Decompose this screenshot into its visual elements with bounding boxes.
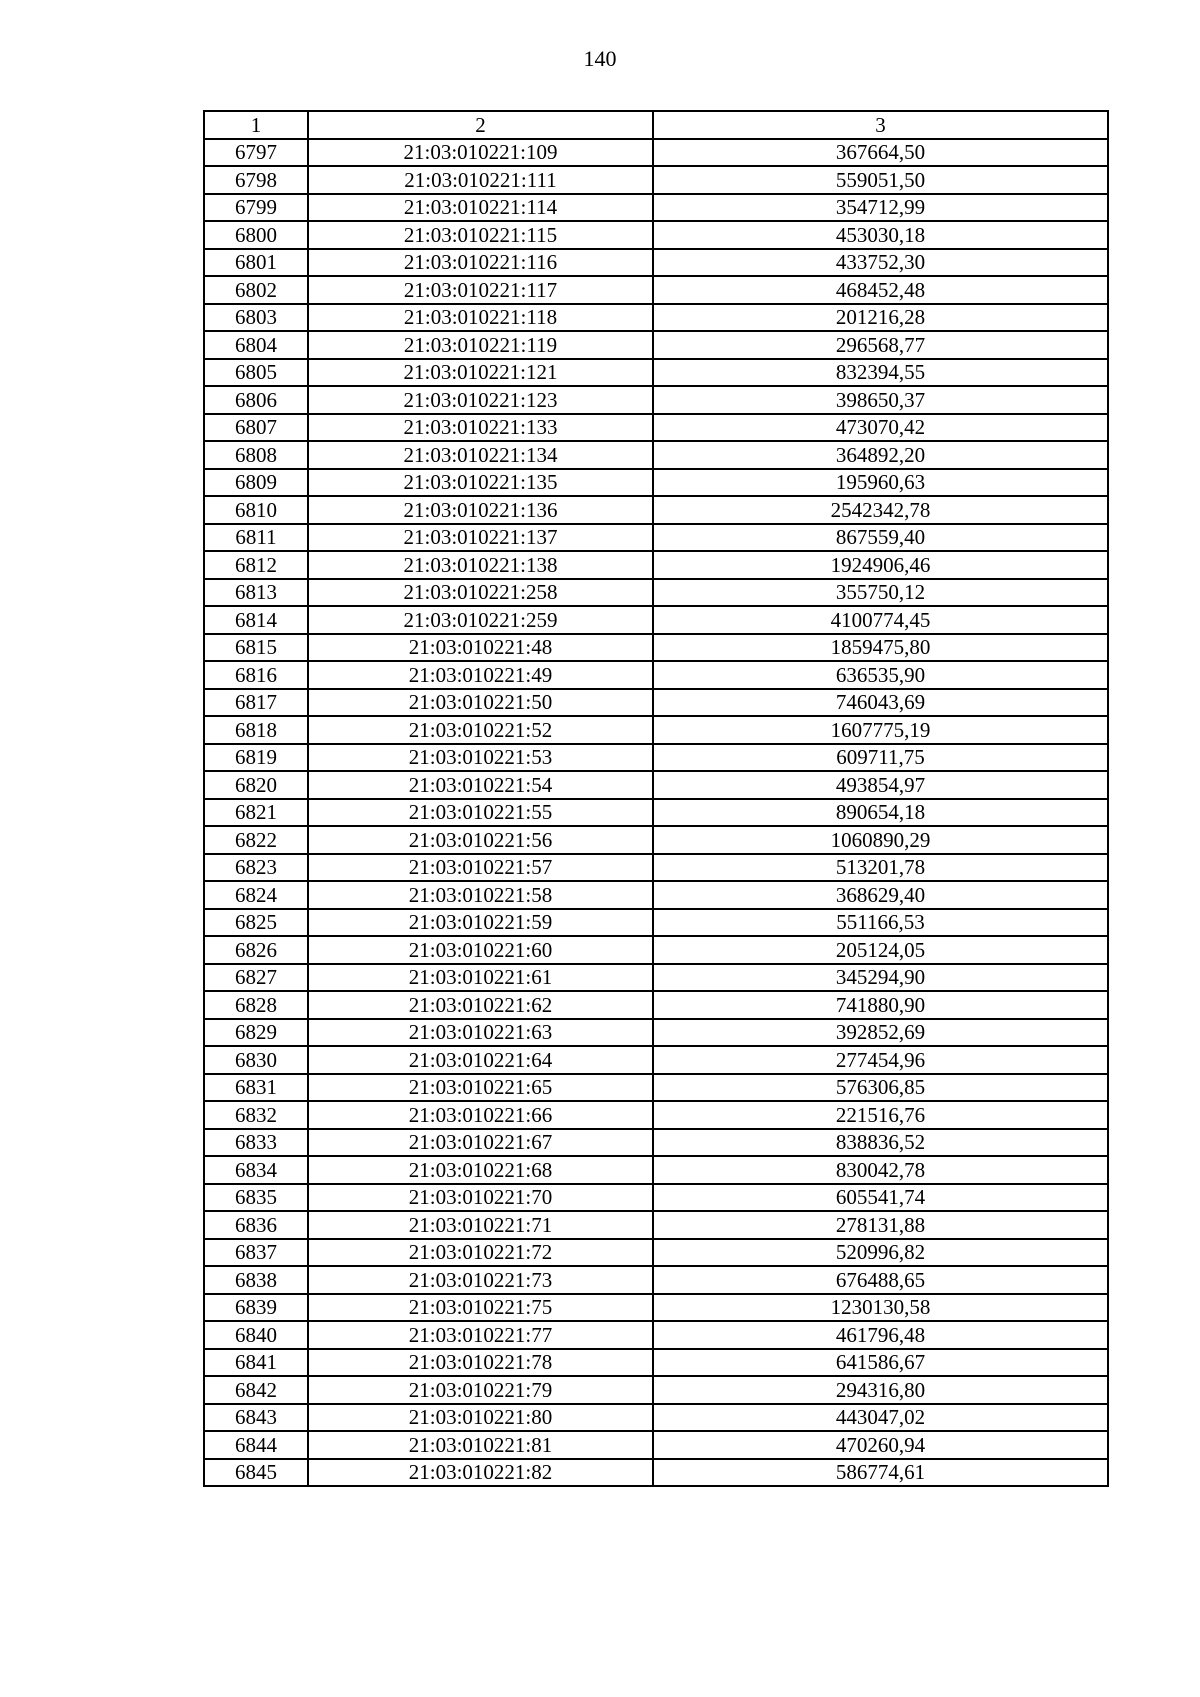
cadastral-number-cell: 21:03:010221:82 bbox=[308, 1459, 653, 1487]
cadastral-value-cell: 832394,55 bbox=[653, 359, 1108, 387]
table-row bbox=[204, 359, 1108, 387]
table-row bbox=[204, 1459, 1108, 1487]
cadastral-number-cell: 21:03:010221:71 bbox=[308, 1211, 653, 1239]
cadastral-number-cell: 21:03:010221:53 bbox=[308, 744, 653, 772]
row-number-cell: 6826 bbox=[204, 936, 308, 964]
row-number-cell: 6801 bbox=[204, 249, 308, 277]
row-number-cell: 6819 bbox=[204, 744, 308, 772]
table-row bbox=[204, 579, 1108, 607]
table-row bbox=[204, 854, 1108, 882]
row-number-cell: 6814 bbox=[204, 606, 308, 634]
cadastral-value-cell: 453030,18 bbox=[653, 221, 1108, 249]
cadastral-number-cell: 21:03:010221:52 bbox=[308, 716, 653, 744]
cadastral-value-cell: 4100774,45 bbox=[653, 606, 1108, 634]
cadastral-value-cell: 468452,48 bbox=[653, 276, 1108, 304]
cadastral-number-cell: 21:03:010221:119 bbox=[308, 331, 653, 359]
cadastral-value-cell: 205124,05 bbox=[653, 936, 1108, 964]
table-row bbox=[204, 1101, 1108, 1129]
row-number-cell: 6807 bbox=[204, 414, 308, 442]
cadastral-value-cell: 392852,69 bbox=[653, 1019, 1108, 1047]
table-row bbox=[204, 1404, 1108, 1432]
table-row bbox=[204, 304, 1108, 332]
table-row bbox=[204, 1321, 1108, 1349]
cadastral-value-cell: 551166,53 bbox=[653, 909, 1108, 937]
cadastral-value-cell: 576306,85 bbox=[653, 1074, 1108, 1102]
cadastral-number-cell: 21:03:010221:79 bbox=[308, 1376, 653, 1404]
table-row bbox=[204, 606, 1108, 634]
cadastral-number-cell: 21:03:010221:135 bbox=[308, 469, 653, 497]
cadastral-number-cell: 21:03:010221:258 bbox=[308, 579, 653, 607]
table-row bbox=[204, 1376, 1108, 1404]
row-number-cell: 6828 bbox=[204, 991, 308, 1019]
table-row bbox=[204, 1211, 1108, 1239]
cadastral-number-cell: 21:03:010221:66 bbox=[308, 1101, 653, 1129]
cadastral-value-cell: 1859475,80 bbox=[653, 634, 1108, 662]
table-row bbox=[204, 1266, 1108, 1294]
cadastral-value-cell: 354712,99 bbox=[653, 194, 1108, 222]
cadastral-number-cell: 21:03:010221:121 bbox=[308, 359, 653, 387]
cadastral-number-cell: 21:03:010221:54 bbox=[308, 771, 653, 799]
cadastral-value-cell: 1230130,58 bbox=[653, 1294, 1108, 1322]
cadastral-value-cell: 355750,12 bbox=[653, 579, 1108, 607]
cadastral-value-cell: 221516,76 bbox=[653, 1101, 1108, 1129]
cadastral-value-cell: 1060890,29 bbox=[653, 826, 1108, 854]
table-row bbox=[204, 1184, 1108, 1212]
row-number-cell: 6799 bbox=[204, 194, 308, 222]
cadastral-value-cell: 277454,96 bbox=[653, 1046, 1108, 1074]
row-number-cell: 6809 bbox=[204, 469, 308, 497]
cadastral-number-cell: 21:03:010221:68 bbox=[308, 1156, 653, 1184]
row-number-cell: 6843 bbox=[204, 1404, 308, 1432]
cadastral-value-cell: 364892,20 bbox=[653, 441, 1108, 469]
table-row bbox=[204, 139, 1108, 167]
row-number-cell: 6798 bbox=[204, 166, 308, 194]
cadastral-value-cell: 294316,80 bbox=[653, 1376, 1108, 1404]
table-row bbox=[204, 441, 1108, 469]
cadastral-value-cell: 838836,52 bbox=[653, 1129, 1108, 1157]
cadastral-value-cell: 676488,65 bbox=[653, 1266, 1108, 1294]
cadastral-number-cell: 21:03:010221:65 bbox=[308, 1074, 653, 1102]
table-row bbox=[204, 799, 1108, 827]
table-row bbox=[204, 386, 1108, 414]
table-row bbox=[204, 936, 1108, 964]
row-number-cell: 6836 bbox=[204, 1211, 308, 1239]
table-row bbox=[204, 826, 1108, 854]
cadastral-value-cell: 201216,28 bbox=[653, 304, 1108, 332]
cadastral-value-cell: 1924906,46 bbox=[653, 551, 1108, 579]
table-row bbox=[204, 249, 1108, 277]
row-number-cell: 6839 bbox=[204, 1294, 308, 1322]
page-number: 140 bbox=[583, 46, 617, 71]
table-row bbox=[204, 634, 1108, 662]
cadastral-number-cell: 21:03:010221:57 bbox=[308, 854, 653, 882]
cadastral-value-cell: 830042,78 bbox=[653, 1156, 1108, 1184]
cadastral-number-cell: 21:03:010221:136 bbox=[308, 496, 653, 524]
cadastral-value-cell: 367664,50 bbox=[653, 139, 1108, 167]
table-row bbox=[204, 1046, 1108, 1074]
table-row bbox=[204, 716, 1108, 744]
row-number-cell: 6827 bbox=[204, 964, 308, 992]
row-number-cell: 6811 bbox=[204, 524, 308, 552]
cadastral-value-cell: 345294,90 bbox=[653, 964, 1108, 992]
cadastral-number-cell: 21:03:010221:123 bbox=[308, 386, 653, 414]
cadastral-value-cell: 278131,88 bbox=[653, 1211, 1108, 1239]
table-row bbox=[204, 1074, 1108, 1102]
table-body bbox=[204, 139, 1108, 1487]
cadastral-value-table bbox=[203, 110, 1109, 1487]
row-number-cell: 6813 bbox=[204, 579, 308, 607]
cadastral-value-cell: 513201,78 bbox=[653, 854, 1108, 882]
row-number-cell: 6821 bbox=[204, 799, 308, 827]
table-row bbox=[204, 166, 1108, 194]
row-number-cell: 6800 bbox=[204, 221, 308, 249]
row-number-cell: 6833 bbox=[204, 1129, 308, 1157]
table-row bbox=[204, 194, 1108, 222]
table-row bbox=[204, 551, 1108, 579]
cadastral-number-cell: 21:03:010221:50 bbox=[308, 689, 653, 717]
cadastral-number-cell: 21:03:010221:60 bbox=[308, 936, 653, 964]
table-row bbox=[204, 881, 1108, 909]
cadastral-value-cell: 890654,18 bbox=[653, 799, 1108, 827]
row-number-cell: 6831 bbox=[204, 1074, 308, 1102]
row-number-cell: 6835 bbox=[204, 1184, 308, 1212]
cadastral-number-cell: 21:03:010221:59 bbox=[308, 909, 653, 937]
column-header-2: 2 bbox=[308, 111, 653, 139]
table-row bbox=[204, 991, 1108, 1019]
table-header-row bbox=[204, 111, 1108, 139]
table-row bbox=[204, 1129, 1108, 1157]
cadastral-value-cell: 641586,67 bbox=[653, 1349, 1108, 1377]
table-row bbox=[204, 1431, 1108, 1459]
row-number-cell: 6803 bbox=[204, 304, 308, 332]
cadastral-number-cell: 21:03:010221:73 bbox=[308, 1266, 653, 1294]
cadastral-number-cell: 21:03:010221:61 bbox=[308, 964, 653, 992]
cadastral-value-cell: 461796,48 bbox=[653, 1321, 1108, 1349]
row-number-cell: 6832 bbox=[204, 1101, 308, 1129]
row-number-cell: 6804 bbox=[204, 331, 308, 359]
table-row bbox=[204, 689, 1108, 717]
cadastral-number-cell: 21:03:010221:63 bbox=[308, 1019, 653, 1047]
cadastral-number-cell: 21:03:010221:75 bbox=[308, 1294, 653, 1322]
row-number-cell: 6834 bbox=[204, 1156, 308, 1184]
cadastral-value-cell: 368629,40 bbox=[653, 881, 1108, 909]
cadastral-number-cell: 21:03:010221:78 bbox=[308, 1349, 653, 1377]
cadastral-value-cell: 398650,37 bbox=[653, 386, 1108, 414]
row-number-cell: 6837 bbox=[204, 1239, 308, 1267]
table-row bbox=[204, 276, 1108, 304]
cadastral-value-cell: 586774,61 bbox=[653, 1459, 1108, 1487]
row-number-cell: 6818 bbox=[204, 716, 308, 744]
cadastral-value-cell: 470260,94 bbox=[653, 1431, 1108, 1459]
row-number-cell: 6817 bbox=[204, 689, 308, 717]
cadastral-value-cell: 433752,30 bbox=[653, 249, 1108, 277]
cadastral-number-cell: 21:03:010221:80 bbox=[308, 1404, 653, 1432]
table-row bbox=[204, 524, 1108, 552]
row-number-cell: 6830 bbox=[204, 1046, 308, 1074]
cadastral-value-cell: 559051,50 bbox=[653, 166, 1108, 194]
cadastral-number-cell: 21:03:010221:115 bbox=[308, 221, 653, 249]
cadastral-value-cell: 636535,90 bbox=[653, 661, 1108, 689]
table-row bbox=[204, 496, 1108, 524]
row-number-cell: 6806 bbox=[204, 386, 308, 414]
cadastral-number-cell: 21:03:010221:55 bbox=[308, 799, 653, 827]
table-row bbox=[204, 469, 1108, 497]
cadastral-number-cell: 21:03:010221:70 bbox=[308, 1184, 653, 1212]
cadastral-value-cell: 741880,90 bbox=[653, 991, 1108, 1019]
row-number-cell: 6845 bbox=[204, 1459, 308, 1487]
cadastral-value-cell: 605541,74 bbox=[653, 1184, 1108, 1212]
row-number-cell: 6810 bbox=[204, 496, 308, 524]
table-row bbox=[204, 771, 1108, 799]
table-row bbox=[204, 661, 1108, 689]
row-number-cell: 6815 bbox=[204, 634, 308, 662]
row-number-cell: 6824 bbox=[204, 881, 308, 909]
cadastral-value-cell: 867559,40 bbox=[653, 524, 1108, 552]
cadastral-value-cell: 1607775,19 bbox=[653, 716, 1108, 744]
cadastral-number-cell: 21:03:010221:111 bbox=[308, 166, 653, 194]
cadastral-number-cell: 21:03:010221:116 bbox=[308, 249, 653, 277]
row-number-cell: 6822 bbox=[204, 826, 308, 854]
table-row bbox=[204, 744, 1108, 772]
row-number-cell: 6820 bbox=[204, 771, 308, 799]
cadastral-value-cell: 473070,42 bbox=[653, 414, 1108, 442]
cadastral-value-cell: 2542342,78 bbox=[653, 496, 1108, 524]
cadastral-number-cell: 21:03:010221:134 bbox=[308, 441, 653, 469]
row-number-cell: 6841 bbox=[204, 1349, 308, 1377]
cadastral-number-cell: 21:03:010221:77 bbox=[308, 1321, 653, 1349]
cadastral-value-cell: 746043,69 bbox=[653, 689, 1108, 717]
row-number-cell: 6797 bbox=[204, 139, 308, 167]
cadastral-number-cell: 21:03:010221:117 bbox=[308, 276, 653, 304]
row-number-cell: 6823 bbox=[204, 854, 308, 882]
row-number-cell: 6816 bbox=[204, 661, 308, 689]
column-header-1: 1 bbox=[204, 111, 308, 139]
table-row bbox=[204, 1349, 1108, 1377]
cadastral-number-cell: 21:03:010221:259 bbox=[308, 606, 653, 634]
cadastral-number-cell: 21:03:010221:62 bbox=[308, 991, 653, 1019]
row-number-cell: 6840 bbox=[204, 1321, 308, 1349]
table-row bbox=[204, 1019, 1108, 1047]
table-row bbox=[204, 909, 1108, 937]
table-row bbox=[204, 1156, 1108, 1184]
cadastral-number-cell: 21:03:010221:64 bbox=[308, 1046, 653, 1074]
row-number-cell: 6844 bbox=[204, 1431, 308, 1459]
cadastral-value-cell: 296568,77 bbox=[653, 331, 1108, 359]
cadastral-number-cell: 21:03:010221:56 bbox=[308, 826, 653, 854]
table-row bbox=[204, 1294, 1108, 1322]
cadastral-number-cell: 21:03:010221:49 bbox=[308, 661, 653, 689]
cadastral-value-cell: 195960,63 bbox=[653, 469, 1108, 497]
row-number-cell: 6805 bbox=[204, 359, 308, 387]
cadastral-number-cell: 21:03:010221:114 bbox=[308, 194, 653, 222]
table-row bbox=[204, 414, 1108, 442]
cadastral-value-cell: 520996,82 bbox=[653, 1239, 1108, 1267]
cadastral-number-cell: 21:03:010221:67 bbox=[308, 1129, 653, 1157]
table-row bbox=[204, 1239, 1108, 1267]
cadastral-number-cell: 21:03:010221:118 bbox=[308, 304, 653, 332]
cadastral-number-cell: 21:03:010221:133 bbox=[308, 414, 653, 442]
row-number-cell: 6802 bbox=[204, 276, 308, 304]
table-row bbox=[204, 331, 1108, 359]
table-row bbox=[204, 221, 1108, 249]
cadastral-number-cell: 21:03:010221:138 bbox=[308, 551, 653, 579]
cadastral-value-cell: 443047,02 bbox=[653, 1404, 1108, 1432]
cadastral-number-cell: 21:03:010221:81 bbox=[308, 1431, 653, 1459]
column-header-3: 3 bbox=[653, 111, 1108, 139]
row-number-cell: 6842 bbox=[204, 1376, 308, 1404]
cadastral-number-cell: 21:03:010221:58 bbox=[308, 881, 653, 909]
row-number-cell: 6829 bbox=[204, 1019, 308, 1047]
cadastral-value-cell: 609711,75 bbox=[653, 744, 1108, 772]
table-row bbox=[204, 964, 1108, 992]
row-number-cell: 6812 bbox=[204, 551, 308, 579]
row-number-cell: 6808 bbox=[204, 441, 308, 469]
row-number-cell: 6838 bbox=[204, 1266, 308, 1294]
cadastral-number-cell: 21:03:010221:48 bbox=[308, 634, 653, 662]
cadastral-number-cell: 21:03:010221:72 bbox=[308, 1239, 653, 1267]
cadastral-number-cell: 21:03:010221:137 bbox=[308, 524, 653, 552]
cadastral-number-cell: 21:03:010221:109 bbox=[308, 139, 653, 167]
cadastral-value-cell: 493854,97 bbox=[653, 771, 1108, 799]
row-number-cell: 6825 bbox=[204, 909, 308, 937]
